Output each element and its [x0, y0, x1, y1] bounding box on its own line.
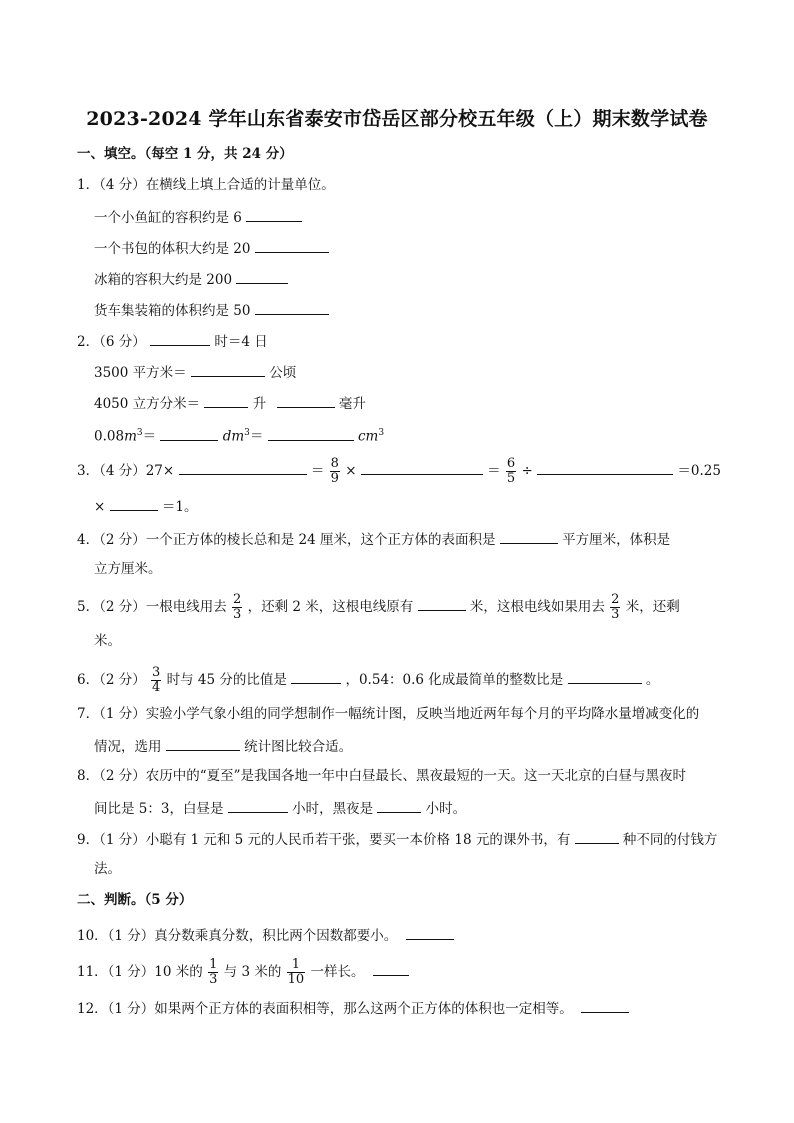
denominator: 3 — [233, 607, 242, 622]
item-text: ＝1。 — [161, 499, 198, 515]
superscript: 3 — [378, 428, 385, 438]
denominator: 3 — [611, 607, 620, 622]
item-text: 小时。 — [425, 801, 467, 817]
item-text: 统计图比较合适。 — [244, 739, 353, 755]
question-2-line-3 — [94, 393, 366, 413]
fraction — [506, 457, 516, 486]
item-text: 11．（1 分）10 米的 — [77, 964, 203, 980]
unit-text: 毫升 — [338, 396, 366, 412]
page-title: 2023-2024 学年山东省泰安市岱岳区部分校五年级（上）期末数学试卷 — [86, 108, 708, 130]
item-text: 一样长。 — [310, 964, 365, 980]
question-prefix: 6．（2 分） — [77, 672, 146, 688]
answer-blank[interactable] — [191, 362, 265, 377]
answer-blank[interactable] — [255, 300, 329, 315]
unit-text: cm — [357, 428, 379, 445]
item-text: 米，还剩 — [625, 599, 680, 615]
denominator: 5 — [506, 471, 516, 486]
answer-blank[interactable] — [150, 331, 210, 346]
item-text: ，0.54：0.6 化成最简单的整数比是 — [345, 672, 564, 688]
answer-blank[interactable] — [373, 961, 409, 976]
fraction — [232, 593, 242, 622]
numerator: 8 — [330, 456, 339, 471]
answer-blank[interactable] — [377, 798, 421, 813]
item-text: 货车集装箱的体积约是 50 — [94, 303, 251, 319]
answer-blank[interactable] — [179, 460, 307, 475]
question-10-line — [77, 925, 454, 945]
fraction — [610, 593, 620, 622]
answer-blank[interactable] — [246, 207, 302, 222]
numerator: 6 — [506, 456, 516, 471]
question-2-line-2 — [94, 362, 296, 382]
question-12-line — [77, 998, 629, 1018]
question-7-line-1: 7．（1 分）实验小学气象小组的同学想制作一幅统计图，反映当地近两年每个月的平均降水量增减变化的 — [77, 706, 700, 722]
equals-sign: ＝ — [487, 463, 501, 479]
question-4-line-2: 立方厘米。 — [94, 561, 162, 577]
numerator: 2 — [233, 592, 242, 607]
item-text: ，还剩 2 米，这根电线原有 — [247, 599, 414, 615]
answer-blank[interactable] — [581, 998, 629, 1013]
answer-blank[interactable] — [575, 829, 619, 844]
question-prefix: 3．（4 分）27× — [77, 463, 175, 479]
divide-sign: ÷ — [521, 463, 533, 479]
superscript: 3 — [244, 428, 250, 438]
item-text: 与 3 米的 — [223, 964, 282, 980]
answer-blank[interactable] — [268, 426, 354, 441]
item-text: 时与 45 分的比值是 — [166, 672, 287, 688]
unit-text: 升 — [252, 396, 267, 412]
item-text: 平方厘米，体积是 — [562, 532, 671, 548]
answer-blank[interactable] — [361, 460, 483, 475]
answer-blank[interactable] — [291, 669, 341, 684]
fraction — [330, 457, 340, 486]
question-3-line-2 — [94, 496, 198, 516]
question-9-line-2: 法。 — [94, 861, 121, 877]
answer-blank[interactable] — [406, 925, 454, 940]
fraction — [208, 958, 218, 987]
unit-text: m — [124, 428, 137, 445]
question-1-item-b — [94, 238, 329, 258]
item-text: 9．（1 分）小聪有 1 元和 5 元的人民币若干张，要买一本价格 18 元的课外书，有 — [77, 832, 571, 848]
answer-blank[interactable] — [568, 669, 642, 684]
question-prefix: 2．（6 分） — [77, 334, 146, 350]
denominator: 10 — [287, 972, 305, 987]
equals-sign: ＝ — [142, 428, 157, 445]
item-text: ＝0.25 — [677, 463, 721, 479]
answer-blank[interactable] — [537, 460, 673, 475]
answer-blank[interactable] — [160, 426, 218, 441]
answer-blank[interactable] — [204, 393, 248, 408]
item-text: 5．（2 分）一根电线用去 — [77, 599, 227, 615]
question-3-line-1 — [77, 457, 721, 486]
answer-blank[interactable] — [255, 238, 329, 253]
item-text: 米，这根电线如果用去 — [469, 599, 605, 615]
item-text: 。 — [645, 672, 660, 688]
question-5-line-2: 米。 — [94, 633, 121, 649]
answer-blank[interactable] — [166, 736, 240, 751]
answer-blank[interactable] — [236, 269, 288, 284]
item-text: 一个小鱼缸的容积约是 6 — [94, 210, 242, 226]
denominator: 3 — [209, 972, 218, 987]
answer-blank[interactable] — [110, 496, 158, 511]
section-heading-fill: 一、填空。（每空 1 分，共 24 分） — [77, 146, 293, 162]
numerator: 3 — [152, 665, 161, 680]
unit-text: 公顷 — [269, 365, 297, 381]
question-2-line-1 — [77, 331, 268, 351]
answer-blank[interactable] — [277, 393, 335, 408]
numerator: 1 — [287, 958, 306, 973]
denominator: 9 — [330, 471, 339, 486]
question-11-line — [77, 958, 409, 987]
question-1-item-c — [94, 269, 288, 289]
equals-sign: ＝ — [310, 463, 325, 479]
question-7-line-2 — [94, 736, 352, 756]
unit-text: dm — [222, 428, 245, 445]
item-text: 间比是 5：3，白昼是 — [94, 801, 224, 817]
item-text: 0.08 — [94, 428, 125, 445]
item-text: 时＝4 日 — [214, 334, 268, 350]
fraction — [151, 666, 161, 695]
answer-blank[interactable] — [228, 798, 288, 813]
question-5-line-1 — [77, 593, 680, 622]
item-text: 4050 立方分米＝ — [94, 396, 201, 412]
item-text: 3500 平方米＝ — [94, 365, 187, 381]
times-sign: × — [94, 499, 106, 515]
question-8-line-1: 8．（2 分）农历中的“夏至”是我国各地一年中白昼最长、黑夜最短的一天。这一天北京的白昼与黑夜时 — [77, 768, 687, 784]
question-2-line-4 — [94, 424, 384, 446]
answer-blank[interactable] — [500, 529, 558, 544]
item-text: 种不同的付钱方 — [622, 832, 718, 848]
question-1-stem: 1．（4 分）在横线上填上合适的计量单位。 — [77, 177, 335, 193]
fraction — [287, 958, 306, 987]
question-1-item-a — [94, 207, 302, 227]
denominator: 4 — [152, 680, 161, 695]
answer-blank[interactable] — [418, 596, 466, 611]
numerator: 1 — [209, 957, 218, 972]
item-text: 小时，黑夜是 — [292, 801, 374, 817]
equals-sign: ＝ — [249, 428, 264, 445]
question-4-line-1 — [77, 529, 670, 549]
question-1-item-d — [94, 300, 329, 320]
section-heading-judge: 二、判断。（5 分） — [77, 892, 193, 908]
item-text: 10．（1 分）真分数乘真分数，积比两个因数都要小。 — [77, 928, 398, 944]
question-8-line-2 — [94, 798, 466, 818]
question-6-line — [77, 666, 659, 695]
superscript: 3 — [136, 428, 143, 438]
item-text: 情况，选用 — [94, 739, 162, 755]
times-sign: × — [345, 463, 357, 479]
item-text: 12．（1 分）如果两个正方体的表面积相等，那么这两个正方体的体积也一定相等。 — [77, 1001, 573, 1017]
numerator: 2 — [611, 592, 620, 607]
item-text: 一个书包的体积大约是 20 — [94, 241, 251, 257]
question-9-line-1 — [77, 829, 717, 849]
item-text: 冰箱的容积大约是 200 — [94, 272, 233, 288]
item-text: 4．（2 分）一个正方体的棱长总和是 24 厘米，这个正方体的表面积是 — [77, 532, 496, 548]
